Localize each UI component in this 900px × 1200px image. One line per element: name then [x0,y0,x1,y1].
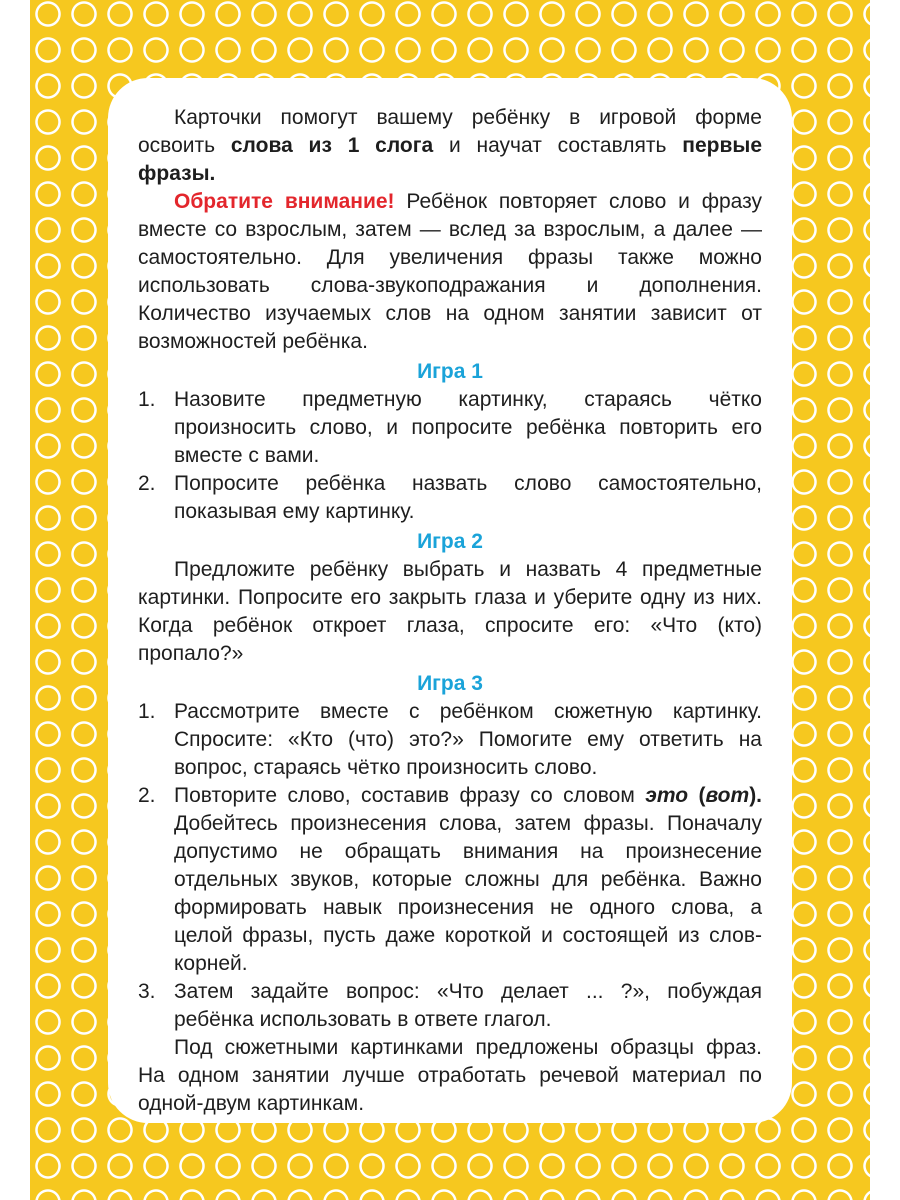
intro-bold-first-phrases: первые фразы. [138,134,762,185]
paren-open: ( [688,784,706,807]
outro-paragraph: Под сюжетными картинками предложены образцы фраз. На одном занятии лучше отработать речевой материал по одной-двум картинкам. [138,1036,762,1115]
list-number: 1. [138,700,156,723]
list-item [138,470,762,526]
list-text: Попросите ребёнка назвать слово самостоятельно, показывая ему картинку. [174,472,762,523]
word-eto: это [645,784,689,807]
attention-paragraph [138,188,762,356]
game1-list [138,386,762,526]
list-text: Затем задайте вопрос: «Что делает ... ?», побуждая ребёнка использовать в ответе глагол. [174,980,762,1031]
list-number: 1. [138,388,156,411]
list-number: 2. [138,784,156,807]
game3-heading: Игра 3 [417,672,483,695]
attention-text: Ребёнок повторяет слово и фразу вместе со взрослым, затем — вслед за взрослым, а далее — самостоятельно. Для увеличения фразы также можно использовать слова-звукоподражания и дополнения. Количество изучаемых слов на одном занятии зависит от возможностей ребёнка. [138,190,762,353]
intro-text-c: и научат составлять [433,134,683,157]
game1-heading: Игра 1 [417,360,483,383]
game2-paragraph: Предложите ребёнку выбрать и назвать 4 предметные картинки. Попросите его закрыть глаза и уберите одну из них. Когда ребёнок откроет глаза, спросите его: «Что (кто) пропало?» [138,558,762,665]
list-text: Повторите слово, составив фразу со словом [174,784,646,807]
game3-list [138,698,762,1034]
list-item [138,698,762,782]
paren-close: ). [749,784,763,807]
word-vot: вот [705,784,750,807]
list-text: Назовите предметную картинку, стараясь чётко произносить слово, и попросите ребёнка повторить его вместе с вами. [174,388,762,467]
list-item [138,782,762,978]
list-text-continued: Добейтесь произнесения слова, затем фразы. Поначалу допустимо не обращать внимания на произнесение отдельных звуков, которые сложны для ребёнка. Важно формировать навык произнесения не одного слова, а целой фразы, пусть даже короткой и состоящей из слов-корней. [174,812,762,975]
intro-text-a: Карточки помогут вашему ребёнку в игровой форме освоить [138,106,762,157]
list-text: Рассмотрите вместе с ребёнком сюжетную картинку. Спросите: «Кто (что) это?» Помогите ему ответить на вопрос, стараясь чётко произносить слово. [174,700,762,779]
intro-bold-one-syllable: слова из 1 слога [230,134,434,157]
list-number: 2. [138,472,156,495]
instructions-content [138,104,762,1118]
game2-heading: Игра 2 [417,530,483,553]
list-item [138,978,762,1034]
list-number: 3. [138,980,156,1003]
intro-paragraph [138,104,762,188]
list-item [138,386,762,470]
attention-label: Обратите внимание! [174,190,395,213]
